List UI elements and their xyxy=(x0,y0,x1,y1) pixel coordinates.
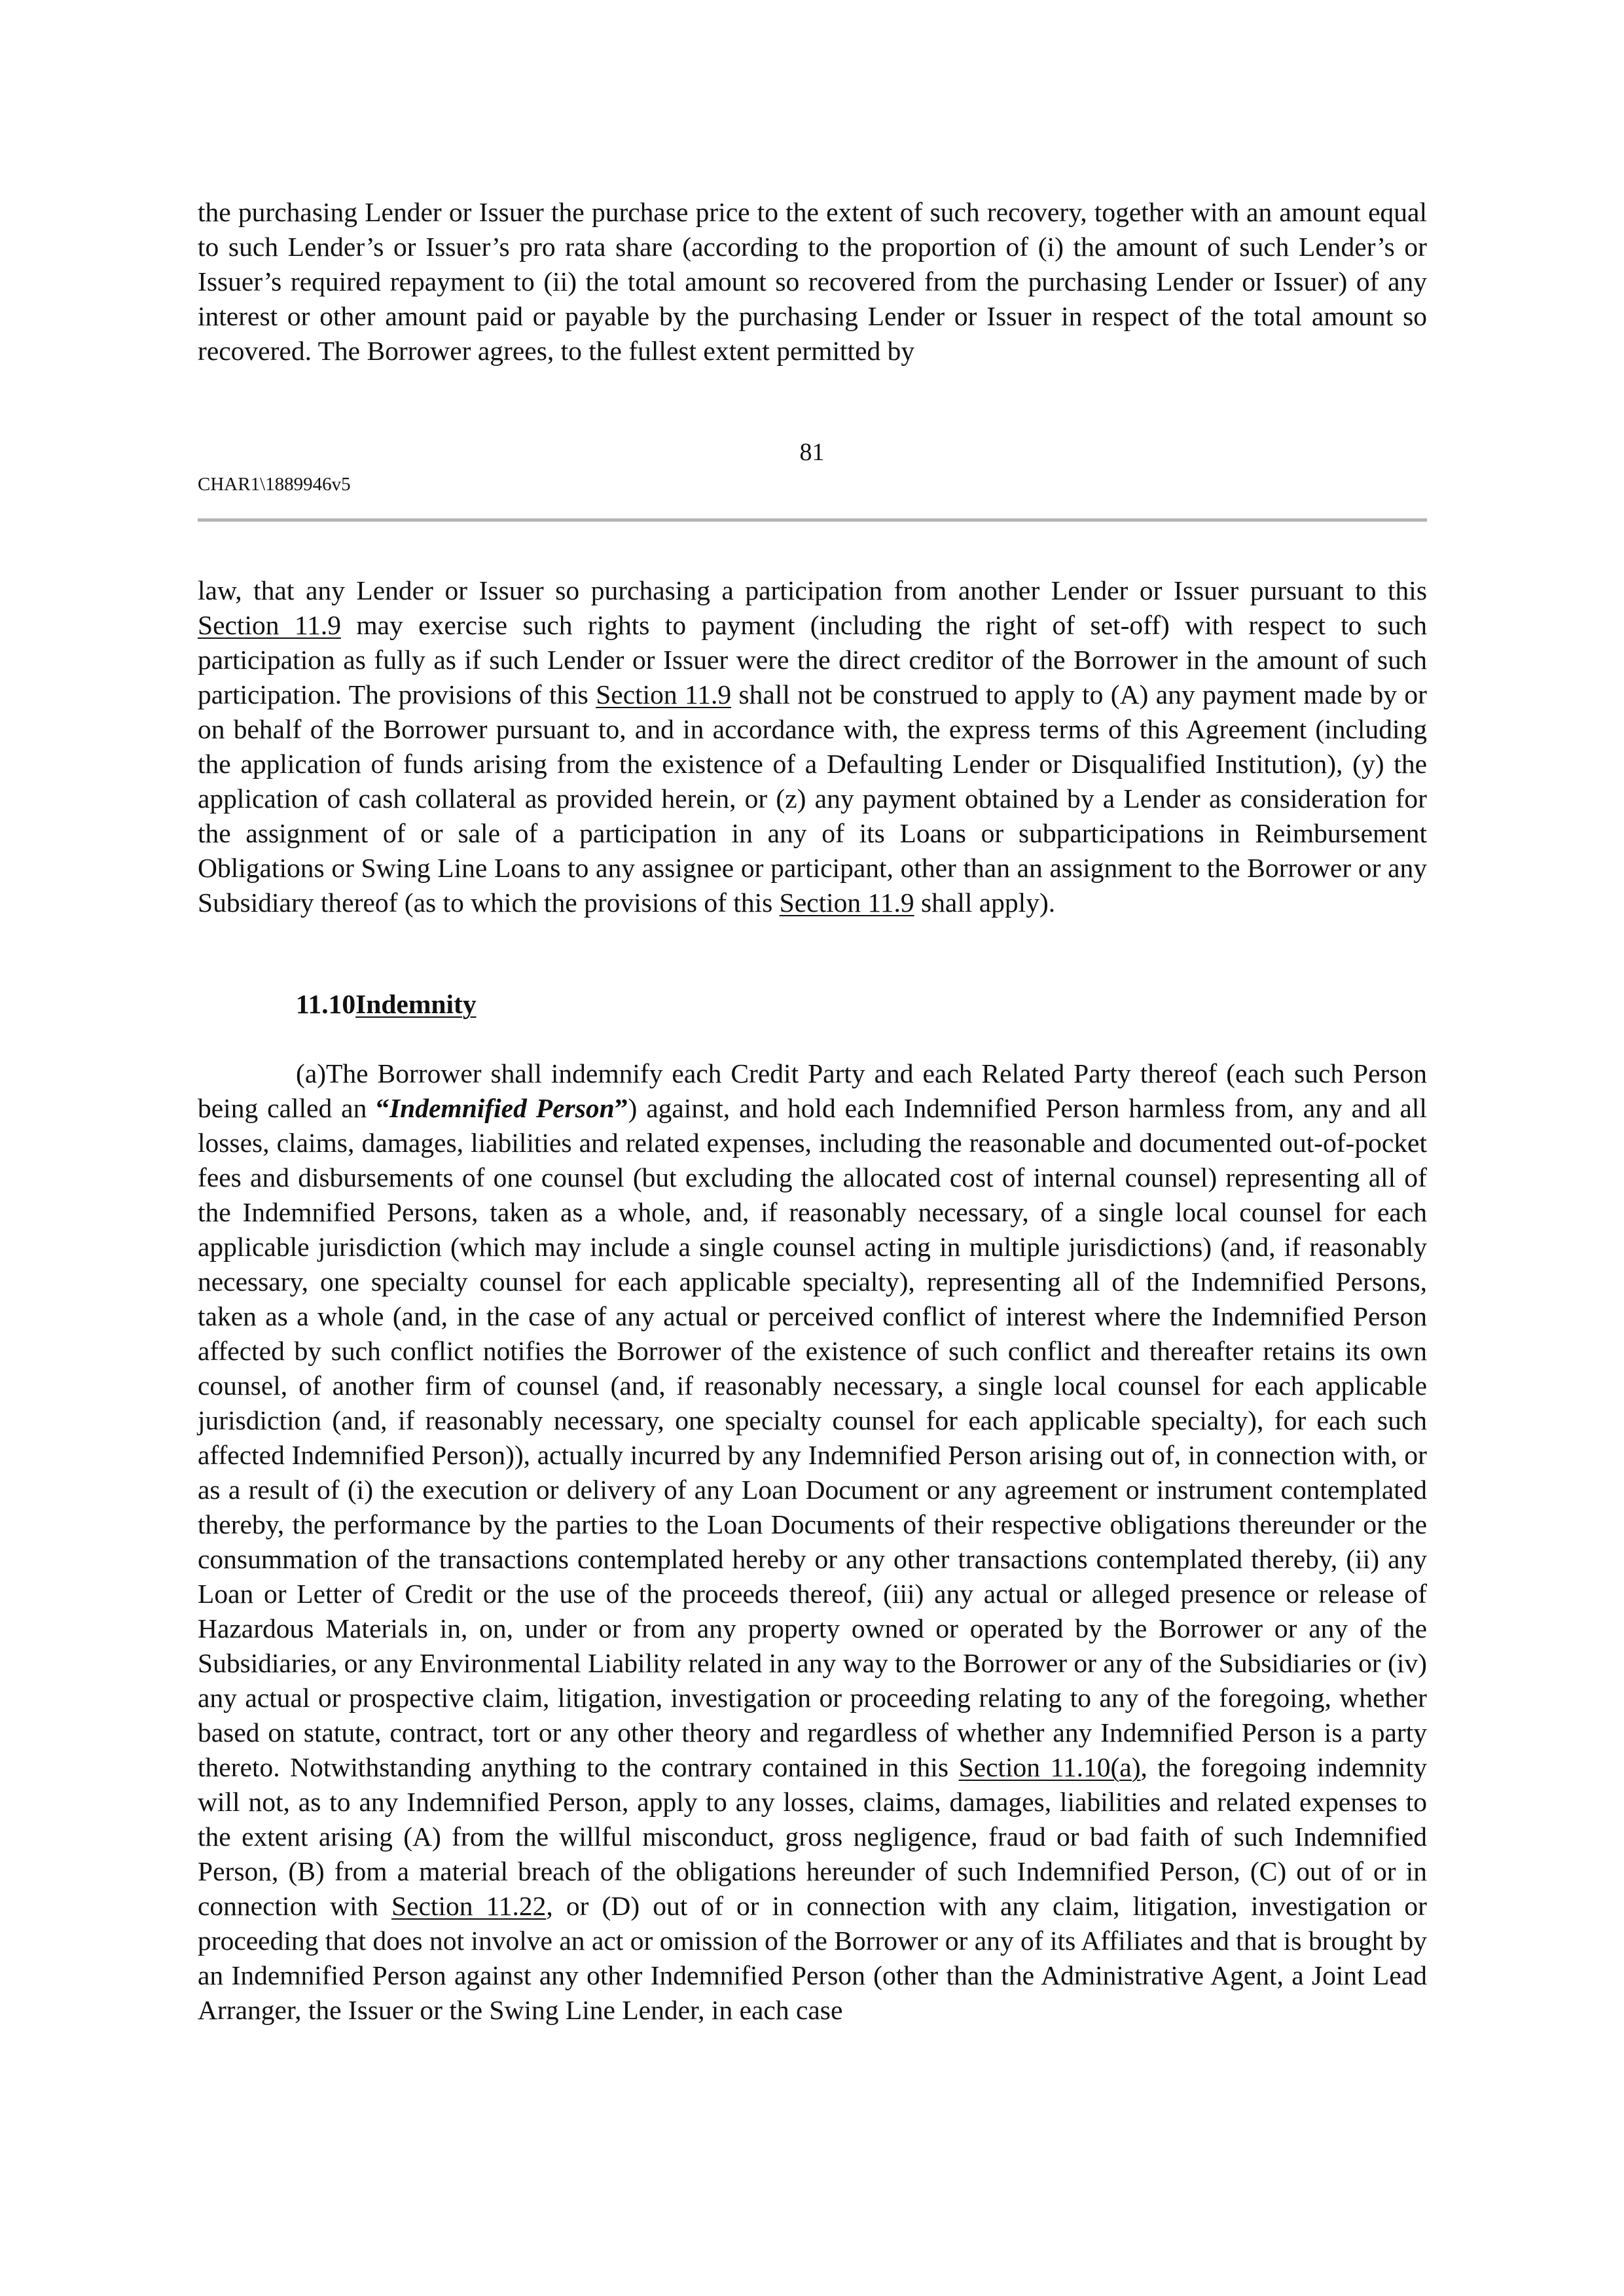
document-id: CHAR1\1889946v5 xyxy=(198,474,351,495)
defined-term: Indemnified Person xyxy=(389,1093,615,1123)
page-separator xyxy=(198,518,1427,522)
paragraph-text: shall apply). xyxy=(914,888,1056,918)
section-heading xyxy=(296,987,477,1022)
continued-paragraph xyxy=(198,573,1427,920)
top-paragraph-text: the purchasing Lender or Issuer the purchase price to the extent of such recovery, together with an amount equal to such Lender’s or Issuer’s pro rata share (according to the proportion of (i) the amount of such Lender’s or Issuer’s required repayment to (ii) the total amount so recovered from the purchasing Lender or Issuer) of any interest or other amount paid or payable by the purchasing Lender or Issuer in respect of the total amount so recovered. The Borrower agrees, to the fullest extent permitted by xyxy=(198,197,1427,366)
paragraph-text: ) against, and hold each Indemnified Person harmless from, any and all losses, claims, damages, liabilities and related expenses, including the reasonable and documented out-of-pocket fees and disbursements of one counsel (but excluding the allocated cost of internal counsel) representing all of the Indemnified Persons, taken as a whole, and, if reasonably necessary, of a single local counsel for each applicable jurisdiction (which may include a single counsel acting in multiple jurisdictions) (and, if reasonably necessary, one specialty counsel for each applicable specialty), representing all of the Indemnified Persons, taken as a whole (and, in the case of any actual or perceived conflict of interest where the Indemnified Person affected by such conflict notifies the Borrower of the existence of such conflict and thereafter retains its own counsel, of another firm of counsel (and, if reasonably necessary, a single local counsel for each applicable jurisdiction (and, if reasonably necessary, one specialty counsel for each applicable specialty), for each such affected Indemnified Person)), actually incurred by any Indemnified Person arising out of, in connection with, or as a result of (i) the execution or delivery of any Loan Document or any agreement or instrument contemplated thereby, the performance by the parties to the Loan Documents of their respective obligations thereunder or the consummation of the transactions contemplated hereby or any other transactions contemplated thereby, (ii) any Loan or Letter of Credit or the use of the proceeds thereof, (iii) any actual or alleged presence or release of Hazardous Materials in, on, under or from any property owned or operated by the Borrower or any of the Subsidiaries, or any Environmental Liability related in any way to the Borrower or any of the Subsidiaries or (iv) any actual or prospective claim, litigation, investigation or proceeding relating to any of the foregoing, whether based on statute, contract, tort or any other theory and regardless of whether any Indemnified Person is a party thereto. Notwithstanding anything to the contrary contained in this xyxy=(198,1093,1427,1782)
section-reference-link[interactable]: Section 11.9 xyxy=(779,888,914,918)
section-reference-link[interactable]: Section 11.22 xyxy=(391,1891,547,1921)
paragraph-text: law, that any Lender or Issuer so purchasing a participation from another Lender or Issuer pursuant to this xyxy=(198,575,1427,605)
paragraph-text: shall not be construed to apply to (A) any payment made by or on behalf of the Borrower pursuant to, and in accordance with, the express terms of this Agreement (including the application of funds arising from the existence of a Defaulting Lender or Disqualified Institution), (y) the application of cash collateral as provided herein, or (z) any payment obtained by a Lender as consideration for the assignment of or sale of a participation in any of its Loans or subparticipations in Reimbursement Obligations or Swing Line Loans to any assignee or participant, other than an assignment to the Borrower or any Subsidiary thereof (as to which the provisions of this xyxy=(198,679,1427,918)
paragraph-text: , or (D) out of or in connection with any claim, litigation, investigation or proceeding that does not involve an act or omission of the Borrower or any of its Affiliates and that is brought by an Indemnified Person against any other Indemnified Person (other than the Administrative Agent, a Joint Lead Arranger, the Issuer or the Swing Line Lender, in each case xyxy=(198,1891,1427,2025)
section-number: 11.10 xyxy=(296,989,356,1019)
section-reference-link[interactable]: Section 11.10(a) xyxy=(958,1752,1141,1782)
indemnity-paragraph xyxy=(198,1056,1427,2028)
paragraph-text: may exercise such rights to payment (including the right of set-off) with respect to such participation as fully as if such Lender or Issuer were the direct creditor of the Borrower in the amount of such participation. The provisions of this xyxy=(198,610,1427,709)
section-reference-link[interactable]: Section 11.9 xyxy=(596,679,732,709)
quote-close: ” xyxy=(614,1093,628,1123)
page-number: 81 xyxy=(799,439,825,466)
paragraph-text: (a)The Borrower shall indemnify each Credit Party and each Related Party thereof (each such Person being called an xyxy=(198,1058,1427,1123)
top-paragraph xyxy=(198,195,1427,368)
paragraph-text: , the foregoing indemnity will not, as to any Indemnified Person, apply to any losses, claims, damages, liabilities and related expenses to the extent arising (A) from the willful misconduct, gross negligence, fraud or bad faith of such Indemnified Person, (B) from a material breach of the obligations hereunder of such Indemnified Person, (C) out of or in connection with xyxy=(198,1752,1427,1921)
quote-open: “ xyxy=(376,1093,390,1123)
section-title: Indemnity xyxy=(355,989,477,1019)
section-reference-link[interactable]: Section 11.9 xyxy=(198,610,341,640)
